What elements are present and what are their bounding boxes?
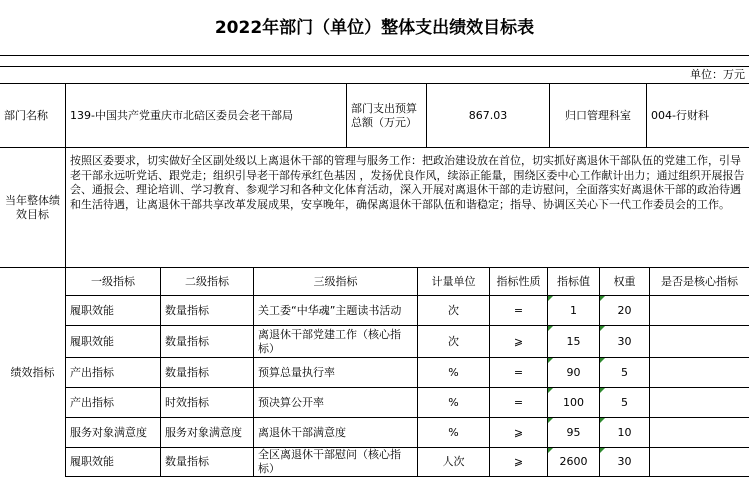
- cell-marker-icon: [600, 326, 605, 331]
- level1-cell: 产出指标: [66, 358, 161, 388]
- cell-marker-icon: [600, 296, 605, 301]
- office-label: 归口管理科室: [550, 84, 647, 148]
- value-cell: [548, 358, 600, 388]
- cell-marker-icon: [548, 326, 553, 331]
- level1-cell: 履职效能: [66, 448, 161, 477]
- value-cell: [548, 296, 600, 326]
- dept-label: 部门名称: [0, 84, 66, 148]
- hdr-level3: 三级指标: [254, 268, 418, 296]
- cell-text: 1: [570, 303, 577, 317]
- level1-cell: 服务对象满意度: [66, 418, 161, 448]
- cell-text: 30: [617, 334, 632, 348]
- unit-cell: 次: [418, 326, 490, 358]
- unit-cell: %: [418, 358, 490, 388]
- weight-cell: [600, 388, 650, 418]
- level3-cell: 全区离退休干部慰问（核心指标）: [254, 448, 418, 477]
- goal-text: 按照区委要求，切实做好全区副处级以上离退休干部的管理与服务工作：把政治建设放在首位，切实抓好离退休干部队伍的党建工作，引导老干部永远听党话、跟党走；组织引导老干部传承红色基因 ，发扬优良作风，续添正能量，围绕区委中心工作献计出力；通过组织开展报告会、通报会、理论培训、学习教育、参观学习和各种文化体育活动，深入开展对离退休干部的走访慰问，全面落实好离退休干部的政治待遇和生活待遇，让离退休干部共享改革发展成果，安享晚年，确保离退休干部队伍和谐稳定；指导、协调区关心下一代工作委员会的工作。: [66, 148, 749, 268]
- unit-cell: %: [418, 388, 490, 418]
- level2-cell: 数量指标: [161, 448, 254, 477]
- hdr-value: 指标值: [548, 268, 600, 296]
- cell-marker-icon: [548, 448, 553, 453]
- cell-marker-icon: [548, 388, 553, 393]
- weight-cell: [600, 358, 650, 388]
- weight-cell: [600, 448, 650, 477]
- core-cell: [650, 326, 749, 358]
- weight-cell: [600, 296, 650, 326]
- weight-cell: [600, 418, 650, 448]
- cell-marker-icon: [548, 418, 553, 423]
- cell-marker-icon: [600, 388, 605, 393]
- nature-cell: =: [490, 388, 548, 418]
- unit-cell: 人次: [418, 448, 490, 477]
- core-cell: [650, 448, 749, 477]
- nature-cell: =: [490, 296, 548, 326]
- cell-text: 2600: [559, 455, 588, 468]
- level2-cell: 服务对象满意度: [161, 418, 254, 448]
- level2-cell: 数量指标: [161, 358, 254, 388]
- level3-cell: 关工委“中华魂”主题读书活动: [254, 296, 418, 326]
- hdr-weight: 权重: [600, 268, 650, 296]
- cell-text: 95: [566, 425, 581, 439]
- level3-cell: 离退休干部满意度: [254, 418, 418, 448]
- cell-text: 90: [566, 365, 581, 379]
- value-cell: [548, 448, 600, 477]
- value-cell: [548, 326, 600, 358]
- core-cell: [650, 358, 749, 388]
- level2-cell: 数量指标: [161, 326, 254, 358]
- unit-note: 单位：万元: [0, 67, 749, 84]
- cell-text: 20: [617, 303, 632, 317]
- cell-marker-icon: [548, 358, 553, 363]
- core-cell: [650, 388, 749, 418]
- spacer-row: [0, 56, 749, 67]
- cell-marker-icon: [600, 358, 605, 363]
- cell-text: 15: [566, 334, 581, 348]
- hdr-level2: 二级指标: [161, 268, 254, 296]
- dept-value: 139-中国共产党重庆市北碚区委员会老干部局: [66, 84, 347, 148]
- goal-label: 当年整体绩效目标: [0, 148, 66, 268]
- cell-text: 5: [621, 395, 628, 409]
- cell-text: 10: [617, 425, 632, 439]
- nature-cell: ⩾: [490, 326, 548, 358]
- unit-cell: %: [418, 418, 490, 448]
- office-value: 004-行财科: [647, 84, 749, 148]
- cell-marker-icon: [548, 296, 553, 301]
- value-cell: [548, 388, 600, 418]
- hdr-nature: 指标性质: [490, 268, 548, 296]
- hdr-core: 是否是核心指标: [650, 268, 749, 296]
- cell-text: 100: [563, 395, 584, 409]
- cell-marker-icon: [600, 448, 605, 453]
- core-cell: [650, 418, 749, 448]
- level3-cell: 离退休干部党建工作（核心指标）: [254, 326, 418, 358]
- nature-cell: =: [490, 358, 548, 388]
- weight-cell: [600, 326, 650, 358]
- nature-cell: ⩾: [490, 448, 548, 477]
- level3-cell: 预算总量执行率: [254, 358, 418, 388]
- core-cell: [650, 296, 749, 326]
- level3-cell: 预决算公开率: [254, 388, 418, 418]
- perf-label: 绩效指标: [0, 268, 66, 477]
- hdr-level1: 一级指标: [66, 268, 161, 296]
- cell-text: 5: [621, 365, 628, 379]
- cell-marker-icon: [600, 418, 605, 423]
- hdr-unit: 计量单位: [418, 268, 490, 296]
- level1-cell: 产出指标: [66, 388, 161, 418]
- unit-cell: 次: [418, 296, 490, 326]
- level2-cell: 时效指标: [161, 388, 254, 418]
- value-cell: [548, 418, 600, 448]
- budget-value: 867.03: [427, 84, 550, 148]
- level1-cell: 履职效能: [66, 326, 161, 358]
- nature-cell: ⩾: [490, 418, 548, 448]
- cell-text: 30: [617, 455, 632, 468]
- level1-cell: 履职效能: [66, 296, 161, 326]
- page-title: 2022年部门（单位）整体支出绩效目标表: [0, 0, 749, 56]
- level2-cell: 数量指标: [161, 296, 254, 326]
- budget-label: 部门支出预算总额（万元）: [347, 84, 427, 148]
